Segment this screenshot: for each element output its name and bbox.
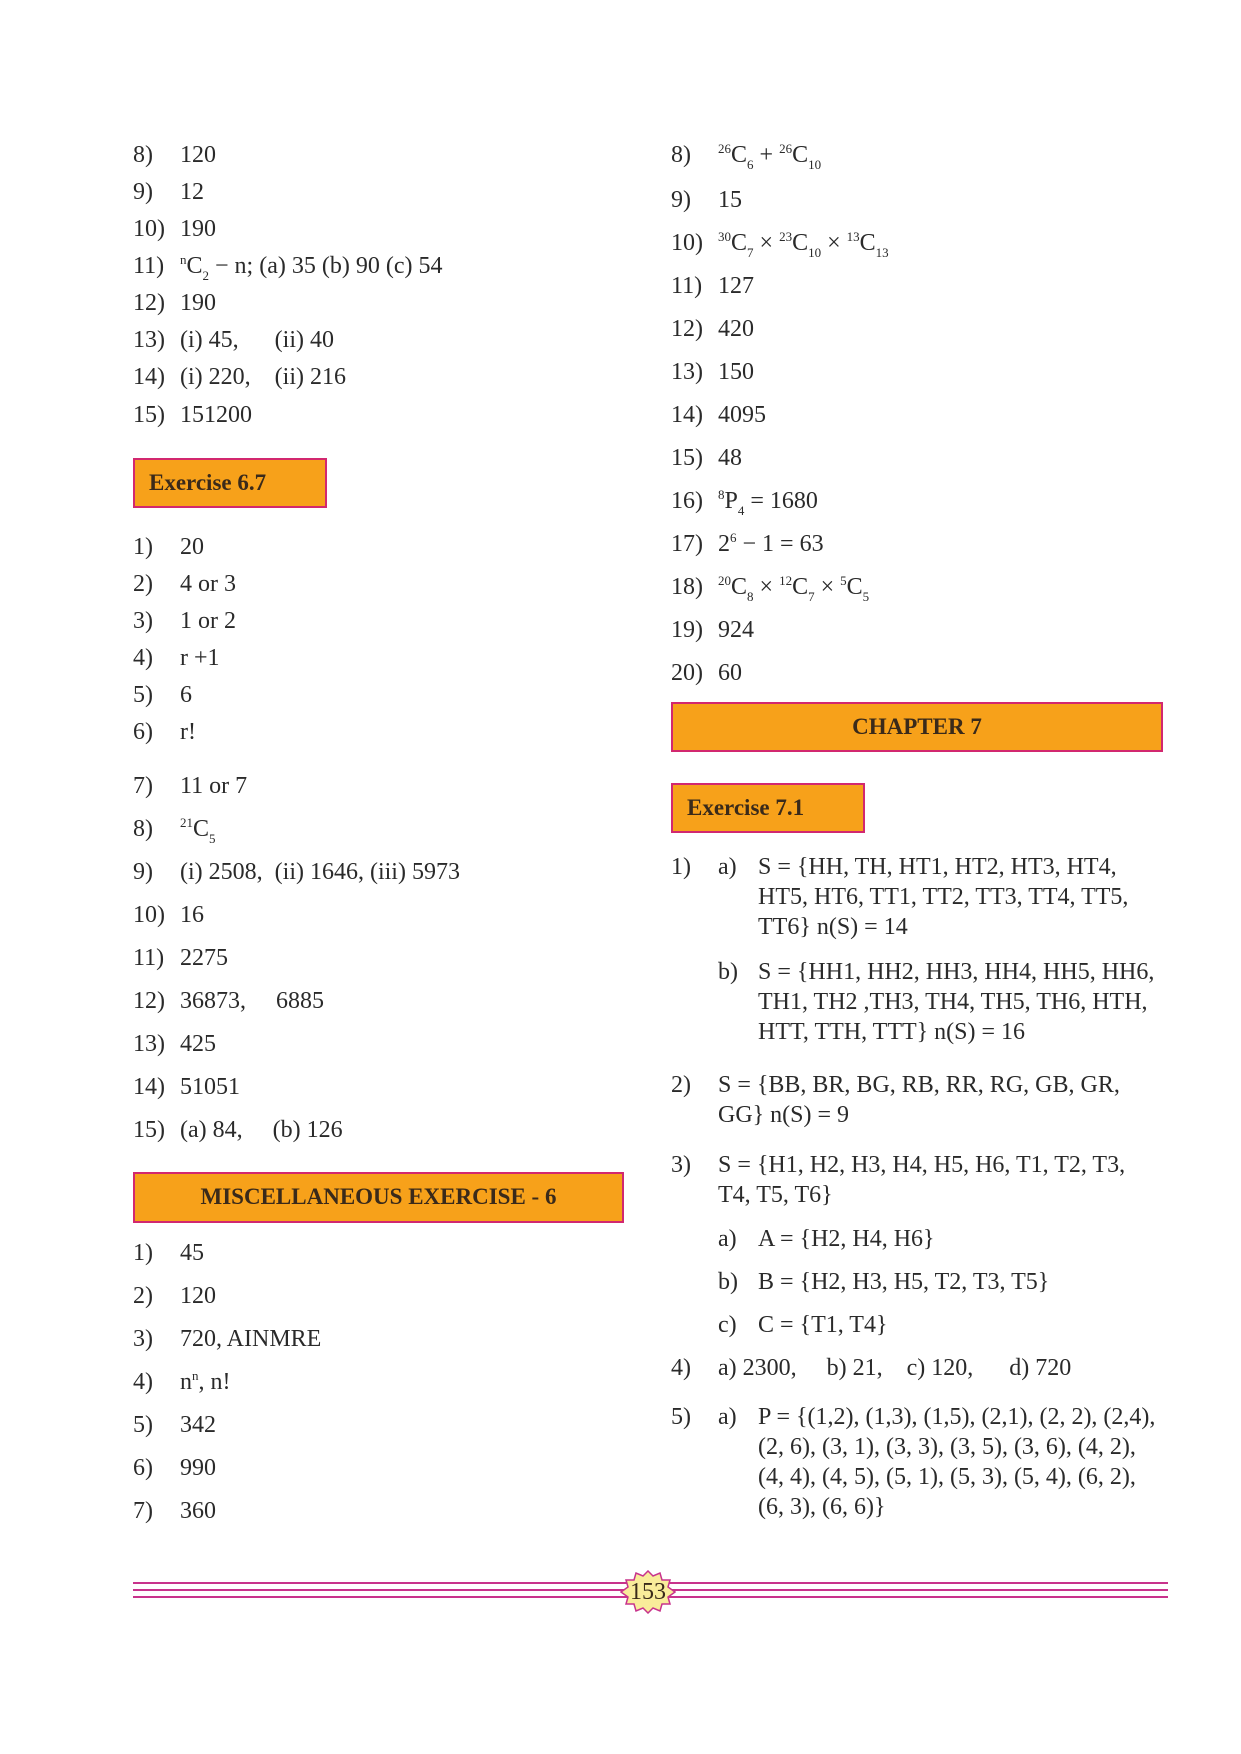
answer-text: 120 bbox=[180, 142, 216, 168]
answer-number: 15) bbox=[133, 1117, 165, 1143]
answer-number: 1) bbox=[671, 854, 691, 880]
answer-text: 151200 bbox=[180, 402, 252, 428]
answer-number: 1) bbox=[133, 534, 153, 560]
answer-number: 17) bbox=[671, 531, 703, 557]
sub-answer-text: B = {H2, H3, H5, T2, T3, T5} bbox=[758, 1269, 1050, 1295]
answer-text: 342 bbox=[180, 1412, 216, 1438]
answer-number: 4) bbox=[671, 1355, 691, 1381]
answer-text: $^{20}C_8 \times ^{12}C_7 \times ^5C_5$ bbox=[718, 573, 870, 604]
exercise-7-1-title: Exercise 7.1 bbox=[687, 794, 805, 820]
answer-text: 36873, 6885 bbox=[180, 988, 324, 1014]
answer-number: 10) bbox=[133, 216, 165, 242]
answer-number: 4) bbox=[133, 645, 153, 671]
answer-text: S = {H1, H2, H3, H4, H5, H6, T1, T2, T3, T4, T5, T6} bbox=[718, 1152, 1126, 1208]
answer-number: 3) bbox=[133, 1326, 153, 1352]
sub-answer-text: S = {HH1, HH2, HH3, HH4, HH5, HH6, TH1, TH2 ,TH3, TH4, TH5, TH6, HTH, HTT, TTH, TTT} n(S) = 16 bbox=[758, 959, 1155, 1045]
answer-text: 190 bbox=[180, 216, 216, 242]
answer-text: 16 bbox=[180, 902, 204, 928]
answer-text: $^nC_2 - n$; (a) 35 (b) 90 (c) 54 bbox=[180, 252, 443, 283]
sub-answer-text: S = {HH, TH, HT1, HT2, HT3, HT4, HT5, HT6, TT1, TT2, TT3, TT4, TT5, TT6} n(S) = 14 bbox=[758, 854, 1129, 940]
answer-text: 150 bbox=[718, 359, 754, 385]
answer-number: 9) bbox=[133, 859, 153, 885]
answer-number: 10) bbox=[133, 902, 165, 928]
answer-number: 1) bbox=[133, 1240, 153, 1266]
answer-text: 48 bbox=[718, 445, 742, 471]
answer-text: $^{21}C_5$ bbox=[180, 815, 216, 846]
sub-answer-label: a) bbox=[718, 1226, 737, 1252]
answer-text: 120 bbox=[180, 1283, 216, 1309]
answer-text: 4 or 3 bbox=[180, 571, 236, 597]
answer-text: 1 or 2 bbox=[180, 608, 236, 634]
exercise-6-7-title: Exercise 6.7 bbox=[149, 469, 267, 495]
answer-number: 2) bbox=[671, 1072, 691, 1098]
answer-number: 14) bbox=[671, 402, 703, 428]
answer-text: $n^n$, n! bbox=[180, 1368, 231, 1395]
answer-text: $2^6 - 1 = 63$ bbox=[718, 530, 824, 557]
page-number: 153 bbox=[630, 1579, 666, 1605]
sub-answer-label: a) bbox=[718, 1404, 737, 1430]
answer-text: $^{26}C_6 + ^{26}C_{10}$ bbox=[718, 141, 822, 172]
answer-number: 16) bbox=[671, 488, 703, 514]
answer-number: 13) bbox=[133, 1031, 165, 1057]
answer-number: 8) bbox=[671, 142, 691, 168]
answer-text: 190 bbox=[180, 290, 216, 316]
answer-text: 360 bbox=[180, 1498, 216, 1524]
answer-number: 11) bbox=[133, 945, 165, 971]
answer-text: r +1 bbox=[180, 645, 220, 671]
answer-text: (a) 84, (b) 126 bbox=[180, 1117, 343, 1143]
answer-text: 51051 bbox=[180, 1074, 240, 1100]
answer-text: 127 bbox=[718, 273, 754, 299]
page-footer bbox=[133, 1570, 1168, 1610]
answer-number: 8) bbox=[133, 816, 153, 842]
answer-number: 13) bbox=[671, 359, 703, 385]
answer-number: 14) bbox=[133, 1074, 165, 1100]
answer-text: 924 bbox=[718, 617, 754, 643]
answer-text: 2275 bbox=[180, 945, 228, 971]
answer-number: 7) bbox=[133, 1498, 153, 1524]
sub-answer-label: c) bbox=[718, 1312, 737, 1338]
answer-text: 11 or 7 bbox=[180, 773, 248, 799]
answer-number: 19) bbox=[671, 617, 703, 643]
answer-number: 13) bbox=[133, 327, 165, 353]
sub-answer-label: b) bbox=[718, 959, 738, 985]
answer-number: 6) bbox=[133, 719, 153, 745]
answer-text: 4095 bbox=[718, 402, 766, 428]
sub-answer-text: A = {H2, H4, H6} bbox=[758, 1226, 935, 1252]
answer-number: 7) bbox=[133, 773, 153, 799]
chapter-7-heading bbox=[671, 702, 1163, 752]
exercise-7-1-heading bbox=[671, 783, 865, 833]
answer-number: 20) bbox=[671, 660, 703, 686]
answer-number: 10) bbox=[671, 230, 703, 256]
exercise-6-7-heading bbox=[133, 458, 327, 508]
answer-text: 420 bbox=[718, 316, 754, 342]
answer-text: (i) 45, (ii) 40 bbox=[180, 327, 334, 353]
answer-text: (i) 2508, (ii) 1646, (iii) 5973 bbox=[180, 859, 460, 885]
answer-number: 5) bbox=[133, 1412, 153, 1438]
answer-text: 20 bbox=[180, 534, 204, 560]
answer-number: 12) bbox=[671, 316, 703, 342]
answer-text: 720, AINMRE bbox=[180, 1326, 322, 1352]
answer-number: 12) bbox=[133, 988, 165, 1014]
sub-answer-text: P = {(1,2), (1,3), (1,5), (2,1), (2, 2), (2,4), (2, 6), (3, 1), (3, 3), (3, 5), (3, 6), (4, 2), (4, 4), (4, 5), (5, 1), (5, 3), (5, 4), (6, 2), (6, 3), (6, 6)} bbox=[758, 1404, 1156, 1520]
answer-text: (i) 220, (ii) 216 bbox=[180, 364, 346, 390]
answer-text: S = {BB, BR, BG, RB, RR, RG, GB, GR, GG} n(S) = 9 bbox=[718, 1072, 1120, 1128]
answer-text: 12 bbox=[180, 179, 204, 205]
answer-number: 14) bbox=[133, 364, 165, 390]
answer-text: 425 bbox=[180, 1031, 216, 1057]
answer-text: $^8P_4 = 1680$ bbox=[718, 487, 818, 518]
answer-number: 8) bbox=[133, 142, 153, 168]
answer-number: 9) bbox=[133, 179, 153, 205]
misc-exercise-6-heading bbox=[133, 1172, 624, 1223]
chapter-title: CHAPTER 7 bbox=[852, 713, 982, 739]
answer-text: 15 bbox=[718, 187, 742, 213]
answer-number: 3) bbox=[133, 608, 153, 634]
answer-number: 5) bbox=[671, 1404, 691, 1430]
misc-exercise-6-title: MISCELLANEOUS EXERCISE - 6 bbox=[200, 1184, 557, 1210]
answer-text: 60 bbox=[718, 660, 742, 686]
answer-number: 9) bbox=[671, 187, 691, 213]
sub-answer-label: a) bbox=[718, 854, 737, 880]
page-number-badge bbox=[620, 1570, 676, 1614]
answer-text: 45 bbox=[180, 1240, 204, 1266]
answer-text: 990 bbox=[180, 1455, 216, 1481]
answer-number: 2) bbox=[133, 571, 153, 597]
answer-text: r! bbox=[180, 719, 196, 745]
answer-number: 11) bbox=[671, 273, 703, 299]
answer-number: 15) bbox=[671, 445, 703, 471]
answer-text: a) 2300, b) 21, c) 120, d) 720 bbox=[718, 1355, 1072, 1381]
answer-number: 2) bbox=[133, 1283, 153, 1309]
answer-number: 3) bbox=[671, 1152, 691, 1178]
answer-number: 15) bbox=[133, 402, 165, 428]
sub-answer-label: b) bbox=[718, 1269, 738, 1295]
answer-text: $^{30}C_7 \times ^{23}C_{10} \times ^{13}C_{13}$ bbox=[718, 229, 889, 260]
answer-number: 18) bbox=[671, 574, 703, 600]
answer-text: 6 bbox=[180, 682, 192, 708]
sub-answer-text: C = {T1, T4} bbox=[758, 1312, 888, 1338]
answer-number: 6) bbox=[133, 1455, 153, 1481]
answer-number: 12) bbox=[133, 290, 165, 316]
answer-number: 5) bbox=[133, 682, 153, 708]
answer-number: 4) bbox=[133, 1369, 153, 1395]
answer-number: 11) bbox=[133, 253, 165, 279]
